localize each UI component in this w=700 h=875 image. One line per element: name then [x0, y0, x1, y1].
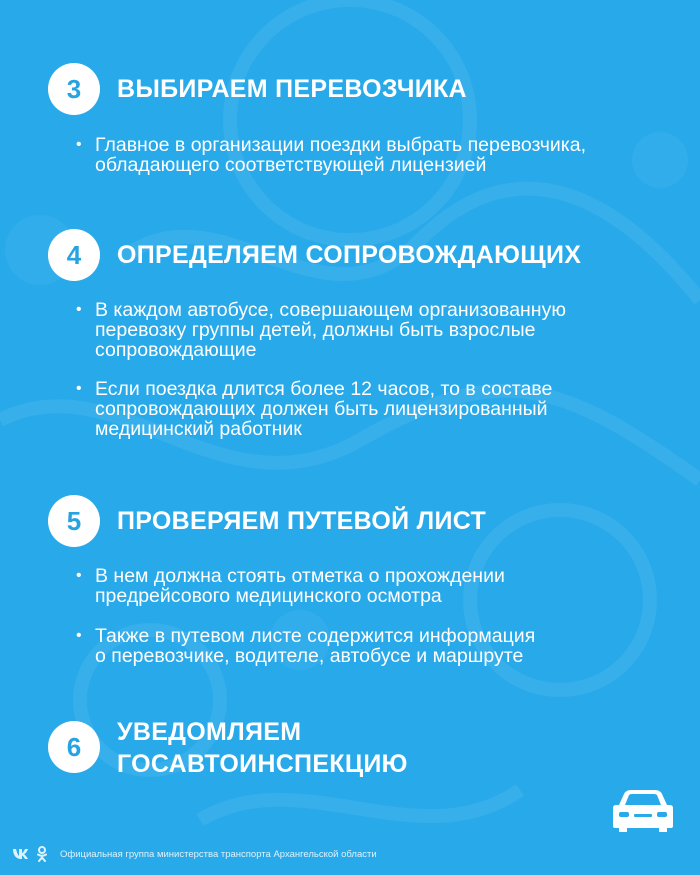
step-number-badge: 6	[48, 721, 100, 773]
section-title: УВЕДОМЛЯЕМ ГОСАВТОИНСПЕКЦИЮ	[117, 718, 408, 778]
section-title: ОПРЕДЕЛЯЕМ СОПРОВОЖДАЮЩИХ	[117, 241, 582, 269]
step-number-badge: 3	[48, 63, 100, 115]
bullet-text: Также в путевом листе содержится информация о перевозчике, водителе, автобусе и маршруте	[95, 625, 536, 667]
step-number-badge: 4	[48, 229, 100, 281]
bullet-item	[76, 300, 566, 360]
bullet-item	[76, 566, 505, 606]
bullet-dot: •	[76, 567, 82, 584]
car-icon	[612, 790, 674, 832]
section-title: ВЫБИРАЕМ ПЕРЕВОЗЧИКА	[117, 75, 467, 103]
footer-text: Официальная группа министерства транспорта Архангельской области	[60, 848, 377, 860]
bullet-dot: •	[76, 301, 82, 318]
bullet-item	[76, 379, 552, 439]
bullet-text: В нем должна стоять отметка о прохождении предрейсового медицинского осмотра	[95, 565, 505, 607]
bullet-text: Главное в организации поездки выбрать перевозчика, обладающего соответствующей лицензией	[95, 134, 587, 176]
bullet-text: Если поездка длится более 12 часов, то в составе сопровождающих должен быть лицензированный медицинский работник	[95, 378, 553, 440]
footer	[12, 846, 377, 862]
bullet-dot: •	[76, 627, 82, 644]
bullet-item	[76, 135, 586, 175]
odnoklassniki-icon[interactable]	[36, 846, 48, 862]
bullet-text: В каждом автобусе, совершающем организованную перевозку группы детей, должны быть взрослые сопровождающие	[95, 299, 566, 361]
step-number-badge: 5	[48, 495, 100, 547]
bullet-dot: •	[76, 380, 82, 397]
vk-icon[interactable]	[12, 848, 32, 860]
section-title: ПРОВЕРЯЕМ ПУТЕВОЙ ЛИСТ	[117, 507, 487, 535]
bullet-dot: •	[76, 136, 82, 153]
bullet-item	[76, 626, 535, 666]
